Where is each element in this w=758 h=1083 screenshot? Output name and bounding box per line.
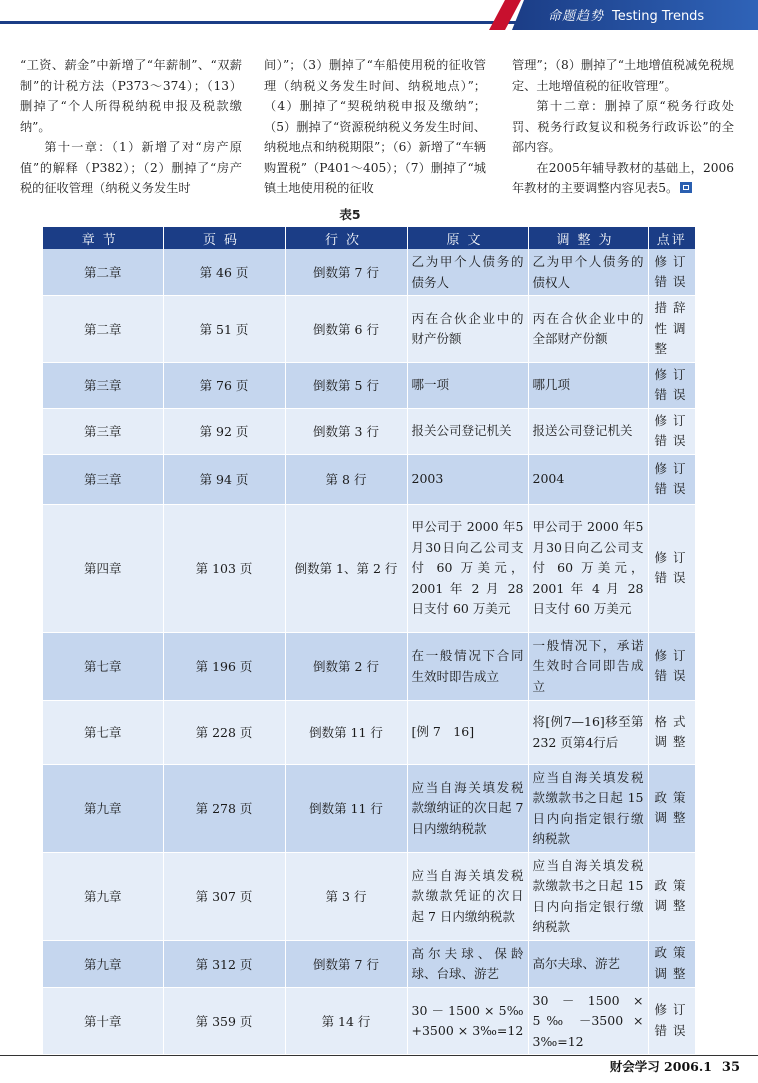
cell-comment: 修订错误 <box>648 504 695 632</box>
table-header-row <box>43 227 695 249</box>
cell-comment: 措辞性调整 <box>648 296 695 363</box>
cell-line: 第 14 行 <box>285 987 407 1055</box>
cell-page: 第 278 页 <box>163 764 285 852</box>
cell-line: 倒数第 5 行 <box>285 362 407 408</box>
adjustment-table <box>43 227 695 1055</box>
cell-original: 丙在合伙企业中的财产份额 <box>407 296 528 363</box>
cell-comment: 修订错误 <box>648 249 695 296</box>
cell-adjusted: 应当自海关填发税款缴款书之日起 15 日内向指定银行缴纳税款 <box>528 852 648 940</box>
cell-chapter: 第九章 <box>43 764 163 852</box>
cell-chapter: 第九章 <box>43 940 163 987</box>
text-column-1 <box>20 55 242 199</box>
cell-line: 倒数第 11 行 <box>285 764 407 852</box>
cell-line: 倒数第 7 行 <box>285 940 407 987</box>
paragraph-text: 在2005年辅导教材的基础上，2006年教材的主要调整内容见表5。 <box>512 160 734 195</box>
cell-original: 应当自海关填发税款缴纳证的次日起 7 日内缴纳税款 <box>407 764 528 852</box>
cell-page: 第 196 页 <box>163 632 285 700</box>
cell-adjusted: 丙在合伙企业中的全部财产份额 <box>528 296 648 363</box>
journal-name: 财会学习 2006.1 <box>609 1059 712 1074</box>
cell-adjusted: 将[例7—16]移至第 232 页第4行后 <box>528 700 648 764</box>
cell-original: 应当自海关填发税款缴款凭证的次日起 7 日内缴纳税款 <box>407 852 528 940</box>
cell-comment: 政策调整 <box>648 764 695 852</box>
column-header-page: 页码 <box>163 227 285 249</box>
cell-page: 第 103 页 <box>163 504 285 632</box>
cell-original: 30 － 1500 × 5‰ +3500 × 3‰=12 <box>407 987 528 1055</box>
cell-chapter: 第三章 <box>43 408 163 454</box>
cell-comment: 格式调整 <box>648 700 695 764</box>
cell-adjusted: 报送公司登记机关 <box>528 408 648 454</box>
page-footer <box>610 1057 740 1075</box>
cell-page: 第 46 页 <box>163 249 285 296</box>
paragraph: 管理”；（8）删掉了“土地增值税减免税规定、土地增值税的征收管理”。 <box>512 58 734 93</box>
table-row <box>43 454 695 504</box>
cell-chapter: 第七章 <box>43 700 163 764</box>
table-row <box>43 940 695 987</box>
article-end-icon <box>680 182 692 193</box>
cell-original: 甲公司于 2000 年5月30日向乙公司支付 60 万美元，2001 年 2 月 28 日支付 60 万美元 <box>407 504 528 632</box>
cell-chapter: 第三章 <box>43 362 163 408</box>
cell-adjusted: 一般情况下，承诺生效时合同即告成立 <box>528 632 648 700</box>
cell-line: 倒数第 2 行 <box>285 632 407 700</box>
table-row <box>43 296 695 363</box>
cell-chapter: 第九章 <box>43 852 163 940</box>
cell-page: 第 92 页 <box>163 408 285 454</box>
cell-page: 第 51 页 <box>163 296 285 363</box>
cell-line: 倒数第 1、第 2 行 <box>285 504 407 632</box>
column-header-chapter: 章节 <box>43 227 163 249</box>
page-header <box>0 0 758 30</box>
cell-original: 报关公司登记机关 <box>407 408 528 454</box>
paragraph: 间）”；（3）删掉了“车船使用税的征收管理（纳税义务发生时间、纳税地点）”；（4）删掉了“契税纳税申报及缴纳”；（5）删掉了“资源税纳税义务发生时间、纳税地点和纳税期限”；（6）新增了“车辆购置税”（P401～405）；（7）删掉了“城镇土地使用税的征收 <box>264 58 486 195</box>
section-title-en: Testing Trends <box>612 9 705 24</box>
cell-original: 在一般情况下合同生效时即告成立 <box>407 632 528 700</box>
table-row <box>43 504 695 632</box>
table-row <box>43 852 695 940</box>
cell-comment: 修订错误 <box>648 408 695 454</box>
cell-line: 第 8 行 <box>285 454 407 504</box>
footer-rule <box>0 1055 758 1056</box>
cell-line: 倒数第 6 行 <box>285 296 407 363</box>
cell-chapter: 第七章 <box>43 632 163 700</box>
text-column-2 <box>264 55 486 199</box>
cell-line: 倒数第 11 行 <box>285 700 407 764</box>
cell-original: 高尔夫球、保龄球、台球、游艺 <box>407 940 528 987</box>
table-row <box>43 700 695 764</box>
column-header-comment: 点评 <box>648 227 695 249</box>
paragraph: 第十一章：（1）新增了对“房产原值”的解释（P382）；（2）删掉了“房产税的征收管理（纳税义务发生时 <box>20 140 242 195</box>
cell-original: [例 7 16] <box>407 700 528 764</box>
table-row <box>43 362 695 408</box>
table-row <box>43 632 695 700</box>
table-row <box>43 408 695 454</box>
cell-adjusted: 乙为甲个人债务的债权人 <box>528 249 648 296</box>
cell-page: 第 228 页 <box>163 700 285 764</box>
cell-adjusted: 高尔夫球、游艺 <box>528 940 648 987</box>
section-label <box>548 5 704 24</box>
table-row <box>43 764 695 852</box>
cell-original: 哪一项 <box>407 362 528 408</box>
paragraph <box>512 158 734 199</box>
paragraph: 第十二章：删掉了原“税务行政处罚、税务行政复议和税务行政诉讼”的全部内容。 <box>512 99 734 154</box>
text-column-3 <box>512 55 734 199</box>
cell-page: 第 76 页 <box>163 362 285 408</box>
cell-chapter: 第三章 <box>43 454 163 504</box>
table-caption: 表5 <box>339 207 361 222</box>
cell-adjusted: 哪几项 <box>528 362 648 408</box>
cell-original: 2003 <box>407 454 528 504</box>
section-title-cn: 命题趋势 <box>548 9 605 24</box>
cell-adjusted: 2004 <box>528 454 648 504</box>
cell-adjusted: 30 － 1500 × 5‰ －3500 × 3‰=12 <box>528 987 648 1055</box>
cell-line: 倒数第 3 行 <box>285 408 407 454</box>
cell-page: 第 359 页 <box>163 987 285 1055</box>
cell-page: 第 94 页 <box>163 454 285 504</box>
cell-chapter: 第四章 <box>43 504 163 632</box>
page-number: 35 <box>721 1060 740 1075</box>
cell-adjusted: 应当自海关填发税款缴款书之日起 15 日内向指定银行缴纳税款 <box>528 764 648 852</box>
cell-page: 第 312 页 <box>163 940 285 987</box>
cell-line: 第 3 行 <box>285 852 407 940</box>
cell-original: 乙为甲个人债务的债务人 <box>407 249 528 296</box>
cell-chapter: 第十章 <box>43 987 163 1055</box>
column-header-adjusted: 调整为 <box>528 227 648 249</box>
cell-page: 第 307 页 <box>163 852 285 940</box>
header-rule <box>0 21 520 24</box>
cell-comment: 修订错误 <box>648 987 695 1055</box>
paragraph: “工资、薪金”中新增了“年薪制”、“双薪制”的计税方法（P373～374）；（13）删掉了“个人所得税纳税申报及税款缴纳”。 <box>20 58 242 134</box>
table-row <box>43 987 695 1055</box>
column-header-line: 行次 <box>285 227 407 249</box>
cell-comment: 政策调整 <box>648 940 695 987</box>
cell-chapter: 第二章 <box>43 296 163 363</box>
table-row <box>43 249 695 296</box>
cell-comment: 修订错误 <box>648 632 695 700</box>
cell-comment: 修订错误 <box>648 362 695 408</box>
cell-adjusted: 甲公司于 2000 年5月30日向乙公司支付 60 万美元，2001 年 4 月 28 日支付 60 万美元 <box>528 504 648 632</box>
cell-comment: 修订错误 <box>648 454 695 504</box>
cell-chapter: 第二章 <box>43 249 163 296</box>
column-header-original: 原文 <box>407 227 528 249</box>
cell-comment: 政策调整 <box>648 852 695 940</box>
cell-line: 倒数第 7 行 <box>285 249 407 296</box>
